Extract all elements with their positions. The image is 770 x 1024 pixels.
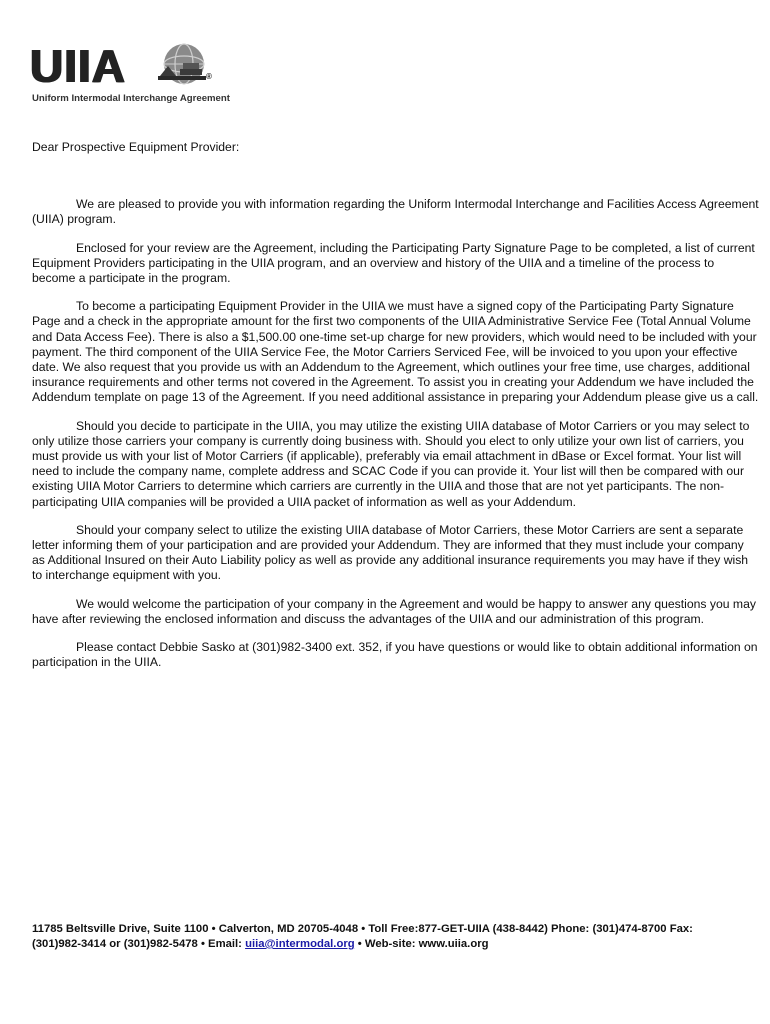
salutation: Dear Prospective Equipment Provider: xyxy=(32,140,240,154)
letterhead-footer xyxy=(32,922,752,952)
footer-website: • Web-site: www.uiia.org xyxy=(354,938,489,950)
logo-caption: Uniform Intermodal Interchange Agreement xyxy=(32,93,230,104)
paragraph-requirements: To become a participating Equipment Provider in the UIIA we must have a signed copy of the Participating Party Signature Page and a check in the appropriate amount for the first two components of the UIIA Administrative Service Fee (Total Annual Volume and Data Access Fee). There is also a $1,500.00 one-time set-up charge for new providers, which would need to be included with your payment. The third component of the UIIA Service Fee, the Motor Carriers Serviced Fee, will be invoiced to you upon your effective date. We also request that you provide us with an Addendum to the Agreement, which outlines your free time, use charges, additional insurance requirements and other terms not covered in the Agreement. To assist you in creating your Addendum we have included the Addendum template on page 13 of the Agreement. If you need additional assistance in preparing your Addendum please give us a call. xyxy=(32,299,759,405)
globe-with-container-stack-icon xyxy=(150,42,212,92)
footer-address-line: 11785 Beltsville Drive, Suite 1100 • Calverton, MD 20705-4048 • Toll Free:877-GET-UIIA (438-8442) Phone: (301)474-8700 Fax: xyxy=(32,923,693,935)
paragraph-contact: Please contact Debbie Sasko at (301)982-3400 ext. 352, if you have questions or would like to obtain additional information on participation in the UIIA. xyxy=(32,640,758,670)
letter-body xyxy=(32,140,760,683)
email-link[interactable]: uiia@intermodal.org xyxy=(245,938,355,950)
uiia-logo xyxy=(30,40,230,108)
paragraph-welcome: We would welcome the participation of your company in the Agreement and would be happy to answer any questions you may have after reviewing the enclosed information and discuss the advantages of the UIIA and our administration of this program. xyxy=(32,596,756,626)
paragraph-enclosed: Enclosed for your review are the Agreement, including the Participating Party Signature Page to be completed, a list of current Equipment Providers participating in the UIIA program, and an overview and history of the UIIA and a timeline of the process to become a participate in the program. xyxy=(32,240,755,286)
footer-contact-line xyxy=(32,937,752,952)
paragraph-intro: We are pleased to provide you with information regarding the Uniform Intermodal Interchange and Facilities Access Agreement (UIIA) program. xyxy=(32,197,759,227)
logo-wordmark: UIIA xyxy=(30,40,126,92)
footer-fax-email-label: (301)982-3414 or (301)982-5478 • Email: xyxy=(32,938,246,950)
registered-mark: ® xyxy=(206,72,212,81)
paragraph-existing-database: Should your company select to utilize the existing UIIA database of Motor Carriers, these Motor Carriers are sent a separate letter informing them of your participation and are provided your Addendum. They are informed that they must include your company as Additional Insured on their Auto Liability policy as well as provide any additional insurance requirements you may have if they wish to interchange equipment with you. xyxy=(32,522,749,583)
paragraph-carrier-database: Should you decide to participate in the UIIA, you may utilize the existing UIIA database of Motor Carriers or you may select to only utilize those carriers your company is currently doing business with. Should you elect to only utilize your own list of carriers, you must provide us with your list of Motor Carriers (if applicable), preferably via email attachment in dBase or Excel format. Your list will need to include the company name, complete address and SCAC Code if you can provide it. Your list will then be compared with our existing UIIA Motor Carriers to determine which carriers are currently in the UIIA and those that are not yet participants. The non-participating UIIA companies will be provided a UIIA packet of information as well as your Addendum. xyxy=(32,418,750,509)
